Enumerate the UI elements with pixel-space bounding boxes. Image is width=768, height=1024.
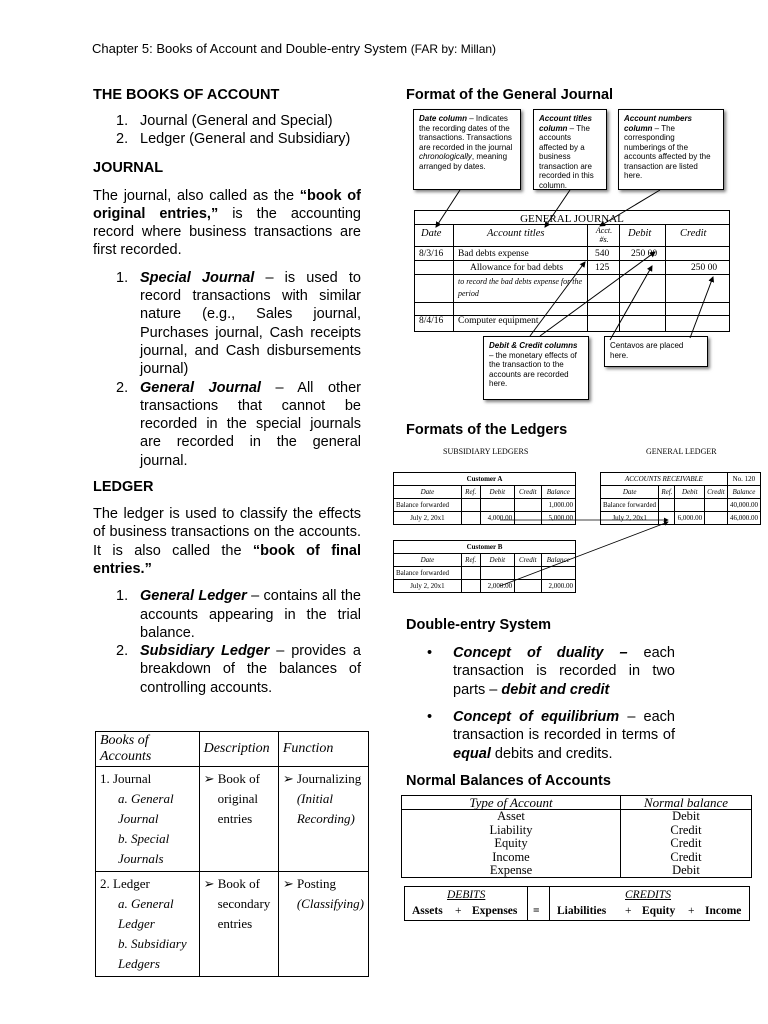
col-header: Type of Account [402,796,621,810]
col-header: Debit [628,228,652,239]
expenses-term: Expenses [472,905,518,917]
func-text: Posting [296,876,336,891]
gj-memo: to record the bad debts expense for the period [458,277,583,298]
gj-acct: 540 [595,249,610,259]
author-note: (FAR by: Millan) [410,42,497,56]
ledger-title: ACCOUNTS RECEIVABLE [601,473,728,486]
concept-bold: debit and credit [501,681,610,698]
plus-sign: + [688,905,695,917]
cell: 2,000.00 [541,580,576,593]
list-text: – All other transactions that cannot be recorded in the special journals are recorded in the general journal. [140,379,361,469]
credits-label: CREDITS [625,889,671,901]
col-header: Credit [515,486,541,499]
callout-text: – The accounts affected by a business transaction are recorded in this column. [539,123,594,190]
callout-text: – The corresponding numberings of the accounts affected by the transaction are listed here. [624,123,711,180]
table-row [402,810,752,824]
cell: 1,000.00 [541,499,576,512]
plus-sign: + [455,905,462,917]
list-num: 1. [116,269,129,286]
gj-acct: 125 [595,263,610,273]
list-text: Journal (General and Special) [140,113,333,129]
col-header: Account titles [487,228,545,239]
list-text: – contains all the accounts appearing in the trial balance. [140,588,361,641]
book-sub: b. Special Journals [118,831,170,866]
concept-text: each transaction is recorded in two parts – [453,645,675,698]
gj-account: Bad debts expense [458,249,529,259]
bullet-icon: • [427,709,433,725]
intro-bold: “book of final entries.” [93,542,361,577]
debits-label: DEBITS [447,889,486,901]
col-header: Debit [675,486,705,499]
callout-text: – Indicates the recording dates of the transactions. Transactions are recorded in the journal [419,114,513,152]
col-header: Balance [727,486,760,499]
col-header: Credit [515,554,541,567]
col-header: Date [421,228,442,239]
equals-sign: = [533,905,540,917]
callout-text: – the monetary effects of the transaction to the accounts are recorded here. [489,350,577,388]
ledger-format-heading: Formats of the Ledgers [406,422,568,438]
gj-debit: 250 00 [631,249,658,259]
book-sub: a. General Journal [118,791,174,826]
func-text: (Initial [296,791,333,806]
cell: Balance forwarded [394,499,462,512]
list-num: 2. [116,643,129,660]
arrow-icon: ➢ [203,876,215,891]
col-header: Credit [705,486,728,499]
func-text: (Classifying) [296,896,364,911]
journal-heading: JOURNAL [93,159,164,176]
table-row [402,851,752,864]
account-type: Asset [402,810,621,824]
col-header: Credit [680,228,707,239]
normal-balance: Credit [670,836,702,851]
book-sub: b. Subsidiary Ledgers [118,936,187,971]
list-term: General Ledger [140,588,247,605]
cell: 40,000.00 [727,499,760,512]
plus-sign: + [625,905,632,917]
normal-balance: Credit [670,849,702,864]
arrow-icon: ➢ [203,771,215,786]
concept-text: – each transaction is recorded in terms of [453,709,675,744]
concept-term: Concept of equilibrium [453,709,620,725]
intro-text: The journal, also called as the [93,187,300,204]
gj-credit: 250 00 [691,263,718,273]
chapter-title: Chapter 5: Books of Account and Double-entry System [92,41,408,56]
col-header: Description [199,732,278,767]
arrow-icon: ➢ [282,771,294,786]
list-term: Subsidiary Ledger [140,643,270,660]
normal-balances-heading: Normal Balances of Accounts [406,773,611,789]
callout-ital: chronologically [419,152,472,161]
equilibrium-bullet [425,708,675,763]
concept-text: debits and credits. [490,745,613,762]
concept-term: Concept of duality – [453,645,628,661]
col-header: Ref. [461,554,480,567]
desc-text: entries [217,916,253,931]
cell: 4,000.00 [480,512,514,525]
list-text: – is used to record transactions with similar nature (e.g., Sales journal, Purchases journal, Cash receipts journal, and Cash disbursements journal) [140,269,361,378]
col-header: Date [394,486,462,499]
equity-term: Equity [642,905,676,917]
col-header: Debit [480,486,514,499]
gj-date: 8/3/16 [419,249,444,259]
account-type: Expense [402,864,621,878]
func-text: Journalizing [296,771,362,786]
cell: July 2, 20x1 [394,512,462,525]
normal-balance: Debit [672,809,700,824]
normal-balance: Debit [672,863,700,878]
cell: 5,000.00 [541,512,576,525]
callout-term: Debit & Credit columns [489,341,578,350]
list-term: General Journal [140,379,261,396]
gj-format-heading: Format of the General Journal [406,87,614,103]
callout-term: Date column [419,114,468,123]
ledger-title: Customer B [394,541,576,554]
books-heading: THE BOOKS OF ACCOUNT [93,87,280,103]
col-header: Ref. [461,486,480,499]
desc-text: entries [217,811,253,826]
desc-text: secondary [217,896,271,911]
gj-account: Computer equipment [458,316,539,326]
concept-bold: equal [453,745,491,762]
intro-text: is the accounting record where business transactions are first recorded. [93,205,361,259]
table-row [402,837,752,850]
list-term: Special Journal [140,269,255,286]
col-header: Acct. #s. [595,226,613,244]
table-row [402,824,752,837]
cell: July 2, 20x1 [601,512,659,525]
col-header: Date [601,486,659,499]
table-header-row [402,796,752,810]
normal-balance: Credit [670,822,702,837]
desc-text: Book of [217,876,260,891]
callout-text: , meaning arranged by dates. [419,152,508,171]
cell: Balance forwarded [601,499,659,512]
callout-term: Account titles column [539,114,592,133]
book-name: 2. Ledger [100,876,150,891]
list-num: 2. [116,379,129,396]
cell: July 2, 20x1 [394,580,462,593]
account-type: Income [402,851,621,864]
desc-text: original [217,791,259,806]
func-text: Recording) [296,811,355,826]
col-header: Ref. [659,486,675,499]
income-term: Income [705,905,742,917]
account-type: Liability [402,824,621,837]
account-type: Equity [402,837,621,850]
book-name: 1. Journal [100,771,152,786]
accounting-equation [404,886,750,921]
list-text: Ledger (General and Subsidiary) [140,131,351,148]
col-header: Date [394,554,462,567]
intro-text: The ledger is used to classify the effects of business transactions on the accounts. It is also called the [93,506,361,559]
cell: 6,000.00 [675,512,705,525]
col-header: Balance [541,554,576,567]
assets-term: Assets [412,905,443,917]
list-num: 1. [116,588,129,605]
list-num: 1. [116,113,129,129]
list-text: – provides a breakdown of the balances of controlling accounts. [140,643,361,696]
general-label: GENERAL LEDGER [646,447,717,456]
desc-text: Book of [217,771,260,786]
subsidiary-label: SUBSIDIARY LEDGERS [443,447,529,456]
gj-date: 8/4/16 [419,316,444,326]
col-header: Function [278,732,368,767]
book-sub: a. General Ledger [118,896,174,931]
col-header: Normal balance [621,796,752,810]
cell: 2,000.00 [480,580,514,593]
cell: 46,000.00 [727,512,760,525]
gj-account: Allowance for bad debts [470,263,564,273]
gj-title: GENERAL JOURNAL [520,213,624,225]
callout-term: Account numbers column [624,114,693,133]
callout-text: Centavos are placed here. [610,341,684,360]
table-row [402,864,752,878]
cell: Balance forwarded [394,567,462,580]
ledger-heading: LEDGER [93,479,154,496]
double-entry-heading: Double-entry System [406,617,552,633]
bullet-icon: • [427,645,433,661]
col-header: Debit [480,554,514,567]
col-header: Balance [541,486,576,499]
col-header: Books of Accounts [96,732,200,767]
liabilities-term: Liabilities [557,905,607,917]
duality-bullet [425,644,675,699]
ledger-title: Customer A [394,473,576,486]
ledger-number: No. 120 [727,473,760,486]
arrow-icon: ➢ [282,876,294,891]
intro-bold: “book of original entries,” [93,187,361,222]
normal-balances-table [401,795,752,878]
list-num: 2. [116,131,129,148]
